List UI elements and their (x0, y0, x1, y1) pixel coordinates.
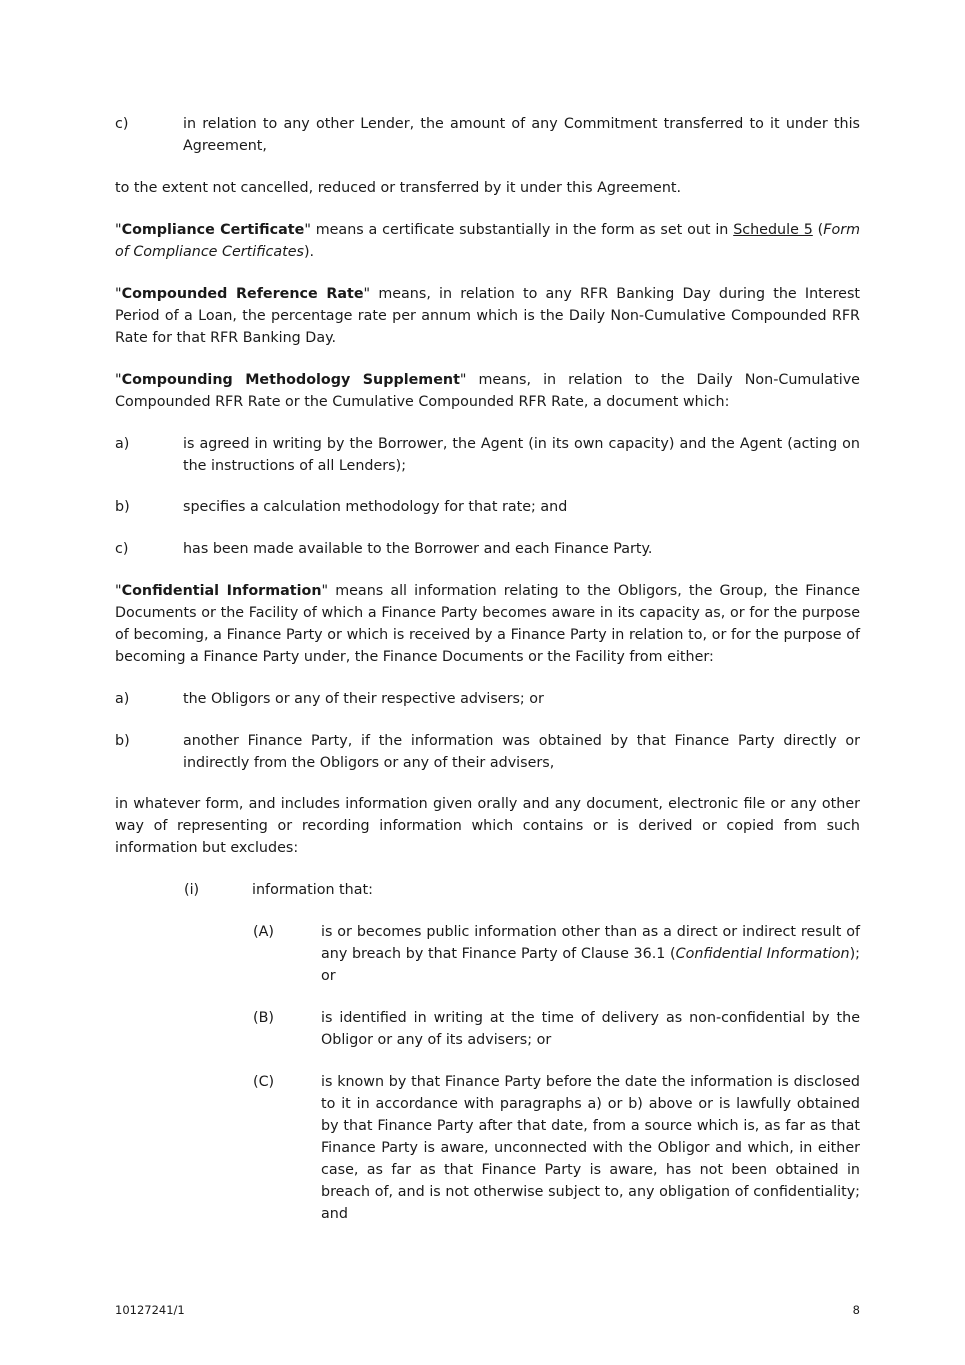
defined-term: Compliance Certificate (121, 222, 305, 238)
item-text: is known by that Finance Party before the date the information is disclosed to it in accordance with paragraphs a) or b) above or is lawfully obtained by that Finance Party after that date, from a source which is, as far as that Finance Party is aware, unconnected with the Obligor and which, in either case, as far as that Finance Party is aware, has not been obtained in breach of, and is not otherwise subject to, any obligation of confidentiality; and (321, 1074, 860, 1222)
definition-confidential-information: "Confidential Information" means all information relating to the Obligors, the Group, the Finance Documents or the Facility of which a Finance Party becomes aware in its capacity as, or for the purpose of becoming, a Finance Party or which is received by a Finance Party in relation to, or for the purpose of becoming a Finance Party under, the Finance Documents or the Facility from either: (115, 583, 860, 665)
defined-term: Confidential Information (121, 583, 322, 599)
extent-paragraph: to the extent not cancelled, reduced or transferred by it under this Agreement. (115, 180, 682, 196)
item-text: in relation to any other Lender, the amount of any Commitment transferred to it under this Agreement, (183, 116, 860, 154)
item-text: the Obligors or any of their respective advisers; or (183, 691, 544, 707)
item-label: c) (115, 116, 129, 132)
defined-term: Compounded Reference Rate (121, 286, 364, 302)
item-label: c) (115, 541, 129, 557)
document-reference: 10127241/1 (115, 1303, 185, 1317)
definition-compounded-reference-rate: "Compounded Reference Rate" means, in relation to any RFR Banking Day during the Interest Period of a Loan, the percentage rate per annum which is the Daily Non-Cumulative Compounded RFR Rate for that RFR Banking Day. (115, 286, 860, 346)
item-label: (B) (253, 1010, 274, 1026)
item-label: b) (115, 499, 130, 515)
page-number: 8 (852, 1303, 860, 1317)
item-label: a) (115, 691, 130, 707)
item-text: is or becomes public information other than as a direct or indirect result of any breach by that Finance Party of Clause 36.1 (Confidential Information); or (321, 924, 861, 984)
item-label: (C) (253, 1074, 275, 1090)
definition-compounding-methodology-supplement: "Compounding Methodology Supplement" means, in relation to the Daily Non-Cumulative Compounded RFR Rate or the Cumulative Compounded RFR Rate, a document which: (115, 372, 860, 410)
item-text: information that: (252, 882, 373, 898)
item-text: specifies a calculation methodology for that rate; and (183, 499, 568, 515)
item-label: (A) (253, 924, 274, 940)
item-text: another Finance Party, if the information was obtained by that Finance Party directly or indirectly from the Obligors or any of their advisers, (183, 733, 860, 771)
definition-compliance-certificate: "Compliance Certificate" means a certificate substantially in the form as set out in Schedule 5 (Form of Compliance Certificates). (115, 222, 860, 260)
item-label: (i) (184, 882, 200, 898)
schedule-link[interactable]: Schedule 5 (733, 222, 813, 238)
item-text: is agreed in writing by the Borrower, the Agent (in its own capacity) and the Agent (acting on the instructions of all Lenders); (183, 436, 860, 474)
item-text: is identified in writing at the time of delivery as non-confidential by the Obligor or any of its advisers; or (321, 1010, 860, 1048)
defined-term: Compounding Methodology Supplement (121, 372, 460, 388)
item-text: has been made available to the Borrower and each Finance Party. (183, 541, 653, 557)
whatever-form-paragraph: in whatever form, and includes information given orally and any document, electronic file or any other way of representing or recording information which contains or is derived or copied from such information but excludes: (115, 796, 860, 856)
item-label: a) (115, 436, 130, 452)
item-label: b) (115, 733, 130, 749)
